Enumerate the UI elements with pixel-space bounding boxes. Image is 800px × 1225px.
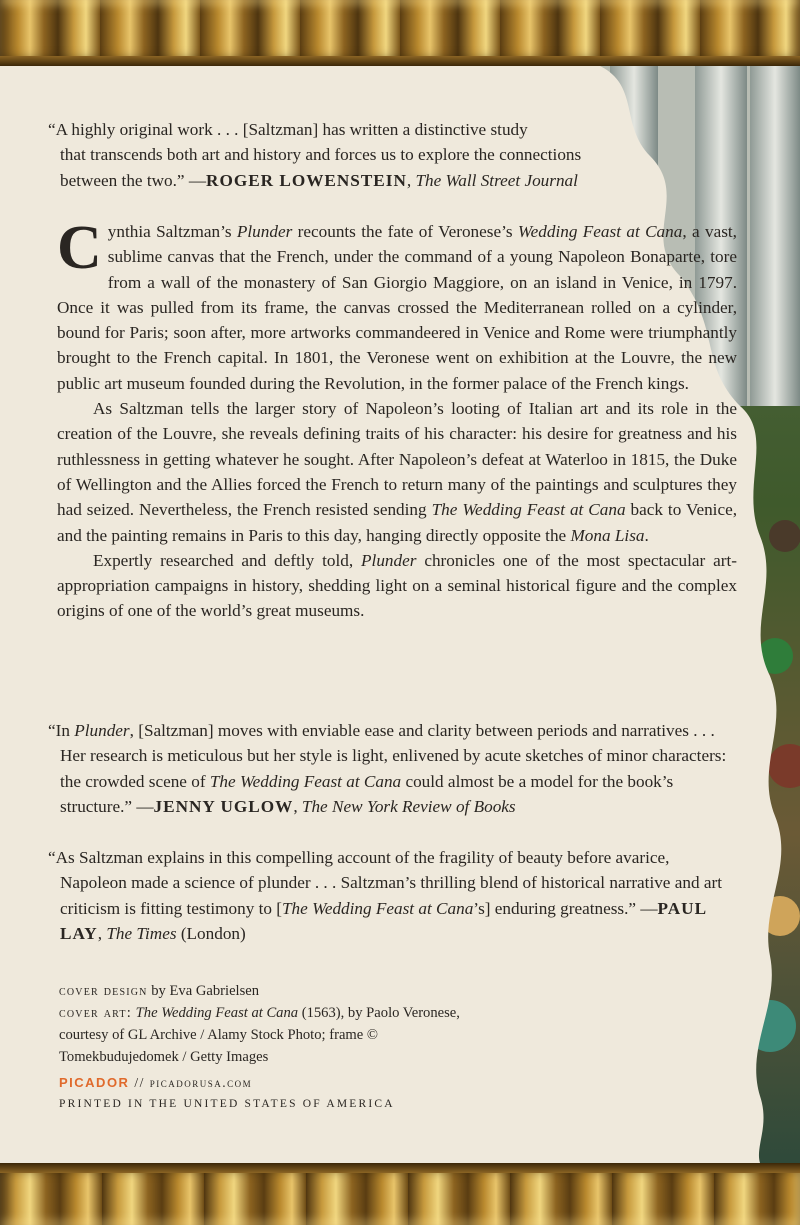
desc-text: back to Venice, and the painting remains in Paris to this day, hanging directly opposite the	[57, 500, 738, 545]
book-title: Plunder	[236, 222, 293, 241]
description-paragraph-3	[57, 548, 737, 624]
desc-text: .	[644, 525, 649, 545]
gilded-frame-top	[0, 0, 800, 66]
quote-text: could almost be a model for the book’s structure.” —	[60, 771, 674, 816]
drop-cap: C	[57, 214, 102, 282]
review-quote-1: “A highly original work . . . [Saltzman] has written a distinctive study that transcends both art and history and forces us to explore the connections between the two.” —ROGER LOWENSTEIN, The Wall Street Journal	[48, 117, 648, 193]
quote-1-line-c: between the two.” —	[60, 170, 207, 190]
description-paragraph-2	[57, 396, 737, 548]
gilded-frame-bottom	[0, 1163, 800, 1225]
review-quote-3: “As Saltzman explains in this compelling account of the fragility of beauty before avarice, Napoleon made a science of plunder . . . Saltzman’s thrilling blend of historical narrative and art criticism is fitting testimony to [The Wedding Feast at Cana’s] enduring greatness.” —PAUL LAY, The Times (London)	[48, 848, 722, 943]
quote-text: , [Saltzman] moves with enviable ease and clarity between periods and narratives . . . Her research is meticulous but her style is light, enlivened by acute sketches of minor characters: the crowded scene of	[60, 721, 727, 791]
quote-1-author: ROGER LOWENSTEIN	[206, 170, 407, 190]
quote-3-source: The Times	[106, 923, 177, 943]
quote-1-line-a: “A highly original work . . . [Saltzman] has written a distinctive study	[48, 120, 528, 139]
book-title: Plunder	[361, 550, 417, 570]
book-title: Plunder	[74, 721, 130, 740]
painting-title: The Wedding Feast at Cana	[209, 771, 402, 791]
quote-2-author: JENNY UGLOW	[153, 796, 294, 816]
publisher-separator: //	[129, 1075, 150, 1090]
review-quote-2: “In Plunder, [Saltzman] moves with enviable ease and clarity between periods and narratives . . . Her research is meticulous but her style is light, enlivened by acute sketches of minor characters: the crowded scene of The Wedding Feast at Cana could almost be a model for the book’s structure.” —JENNY UGLOW, The New York Review of Books	[48, 721, 727, 816]
quote-3-suffix: (London)	[176, 923, 246, 943]
cover-design-value: by Eva Gabrielsen	[147, 983, 260, 999]
desc-text: As Saltzman tells the larger story of Napoleon’s looting of Italian art and its role in the creation of the Louvre, she reveals defining traits of his character: his desire for greatness and his ruthlessness in getting whatever he sought. After Napoleon’s defeat at Waterloo in 1815, the Duke of Wellington and the Allies forced the French to return many of the paintings and sculptures they had seized. Nevertheless, the French resisted sending	[57, 399, 737, 520]
quote-text: “In	[48, 721, 75, 740]
publisher-line	[59, 1075, 252, 1091]
desc-text: Expertly researched and deftly told,	[93, 550, 362, 570]
book-description	[57, 214, 738, 624]
quote-1-source: The Wall Street Journal	[415, 170, 578, 190]
cover-art-label: cover art:	[59, 1005, 132, 1021]
printed-in-notice: PRINTED IN THE UNITED STATES OF AMERICA	[59, 1098, 395, 1110]
quote-2-source: The New York Review of Books	[301, 796, 516, 816]
painting-title: Mona Lisa	[570, 525, 645, 545]
desc-text: chronicles one of the most spectacular art-appropriation campaigns in history, shedding light on a seminal historical figure and the complex origins of one of the world’s great museums.	[57, 550, 737, 621]
publisher-url[interactable]: picadorusa.com	[149, 1075, 253, 1090]
desc-text: , a vast, sublime canvas that the French, under the command of a young Napoleon Bonaparte, tore from a wall of the monastery of San Giorgio Maggiore, on an island in Venice, in 1797. Once it was pulled from its frame, the canvas crossed the Mediterranean rolled on a cylinder, bound for Paris; soon after, more artworks commandeered in Venice and Rome were triumphantly brought to the French capital. In 1801, the Veronese went on exhibition at the Louvre, the new public art museum founded during the Revolution, in the former palace of the French kings.	[57, 222, 737, 393]
quote-text: ’s] enduring greatness.” —	[473, 898, 658, 918]
cover-credits	[59, 980, 479, 1068]
cover-art-title: The Wedding Feast at Cana	[135, 1005, 299, 1021]
description-paragraph-1	[57, 214, 737, 396]
painting-title: The Wedding Feast at Cana	[282, 898, 474, 918]
cover-design-label: cover design	[59, 983, 148, 999]
painting-title: Wedding Feast at Cana	[517, 222, 683, 241]
quote-1-line-b: that transcends both art and history and forces us to explore the connections	[60, 145, 582, 165]
publisher-logo: PICADOR	[59, 1075, 130, 1090]
painting-title: The Wedding Feast at Cana	[431, 500, 626, 520]
quote-text: “As Saltzman explains in this compelling account of the fragility of beauty before avarice, Napoleon made a science of plunder . . . Saltzman’s thrilling blend of historical narrative and art criticism is fitting testimony to [	[48, 848, 722, 918]
desc-text: ynthia Saltzman’s	[107, 222, 237, 241]
quote-3-author: PAUL LAY	[60, 898, 707, 943]
desc-text: recounts the fate of Veronese’s	[292, 222, 518, 241]
cover-art-details: (1563), by Paolo Veronese, courtesy of GL Archive / Alamy Stock Photo; frame © Tomekbudujedomek / Getty Images	[59, 1005, 460, 1065]
